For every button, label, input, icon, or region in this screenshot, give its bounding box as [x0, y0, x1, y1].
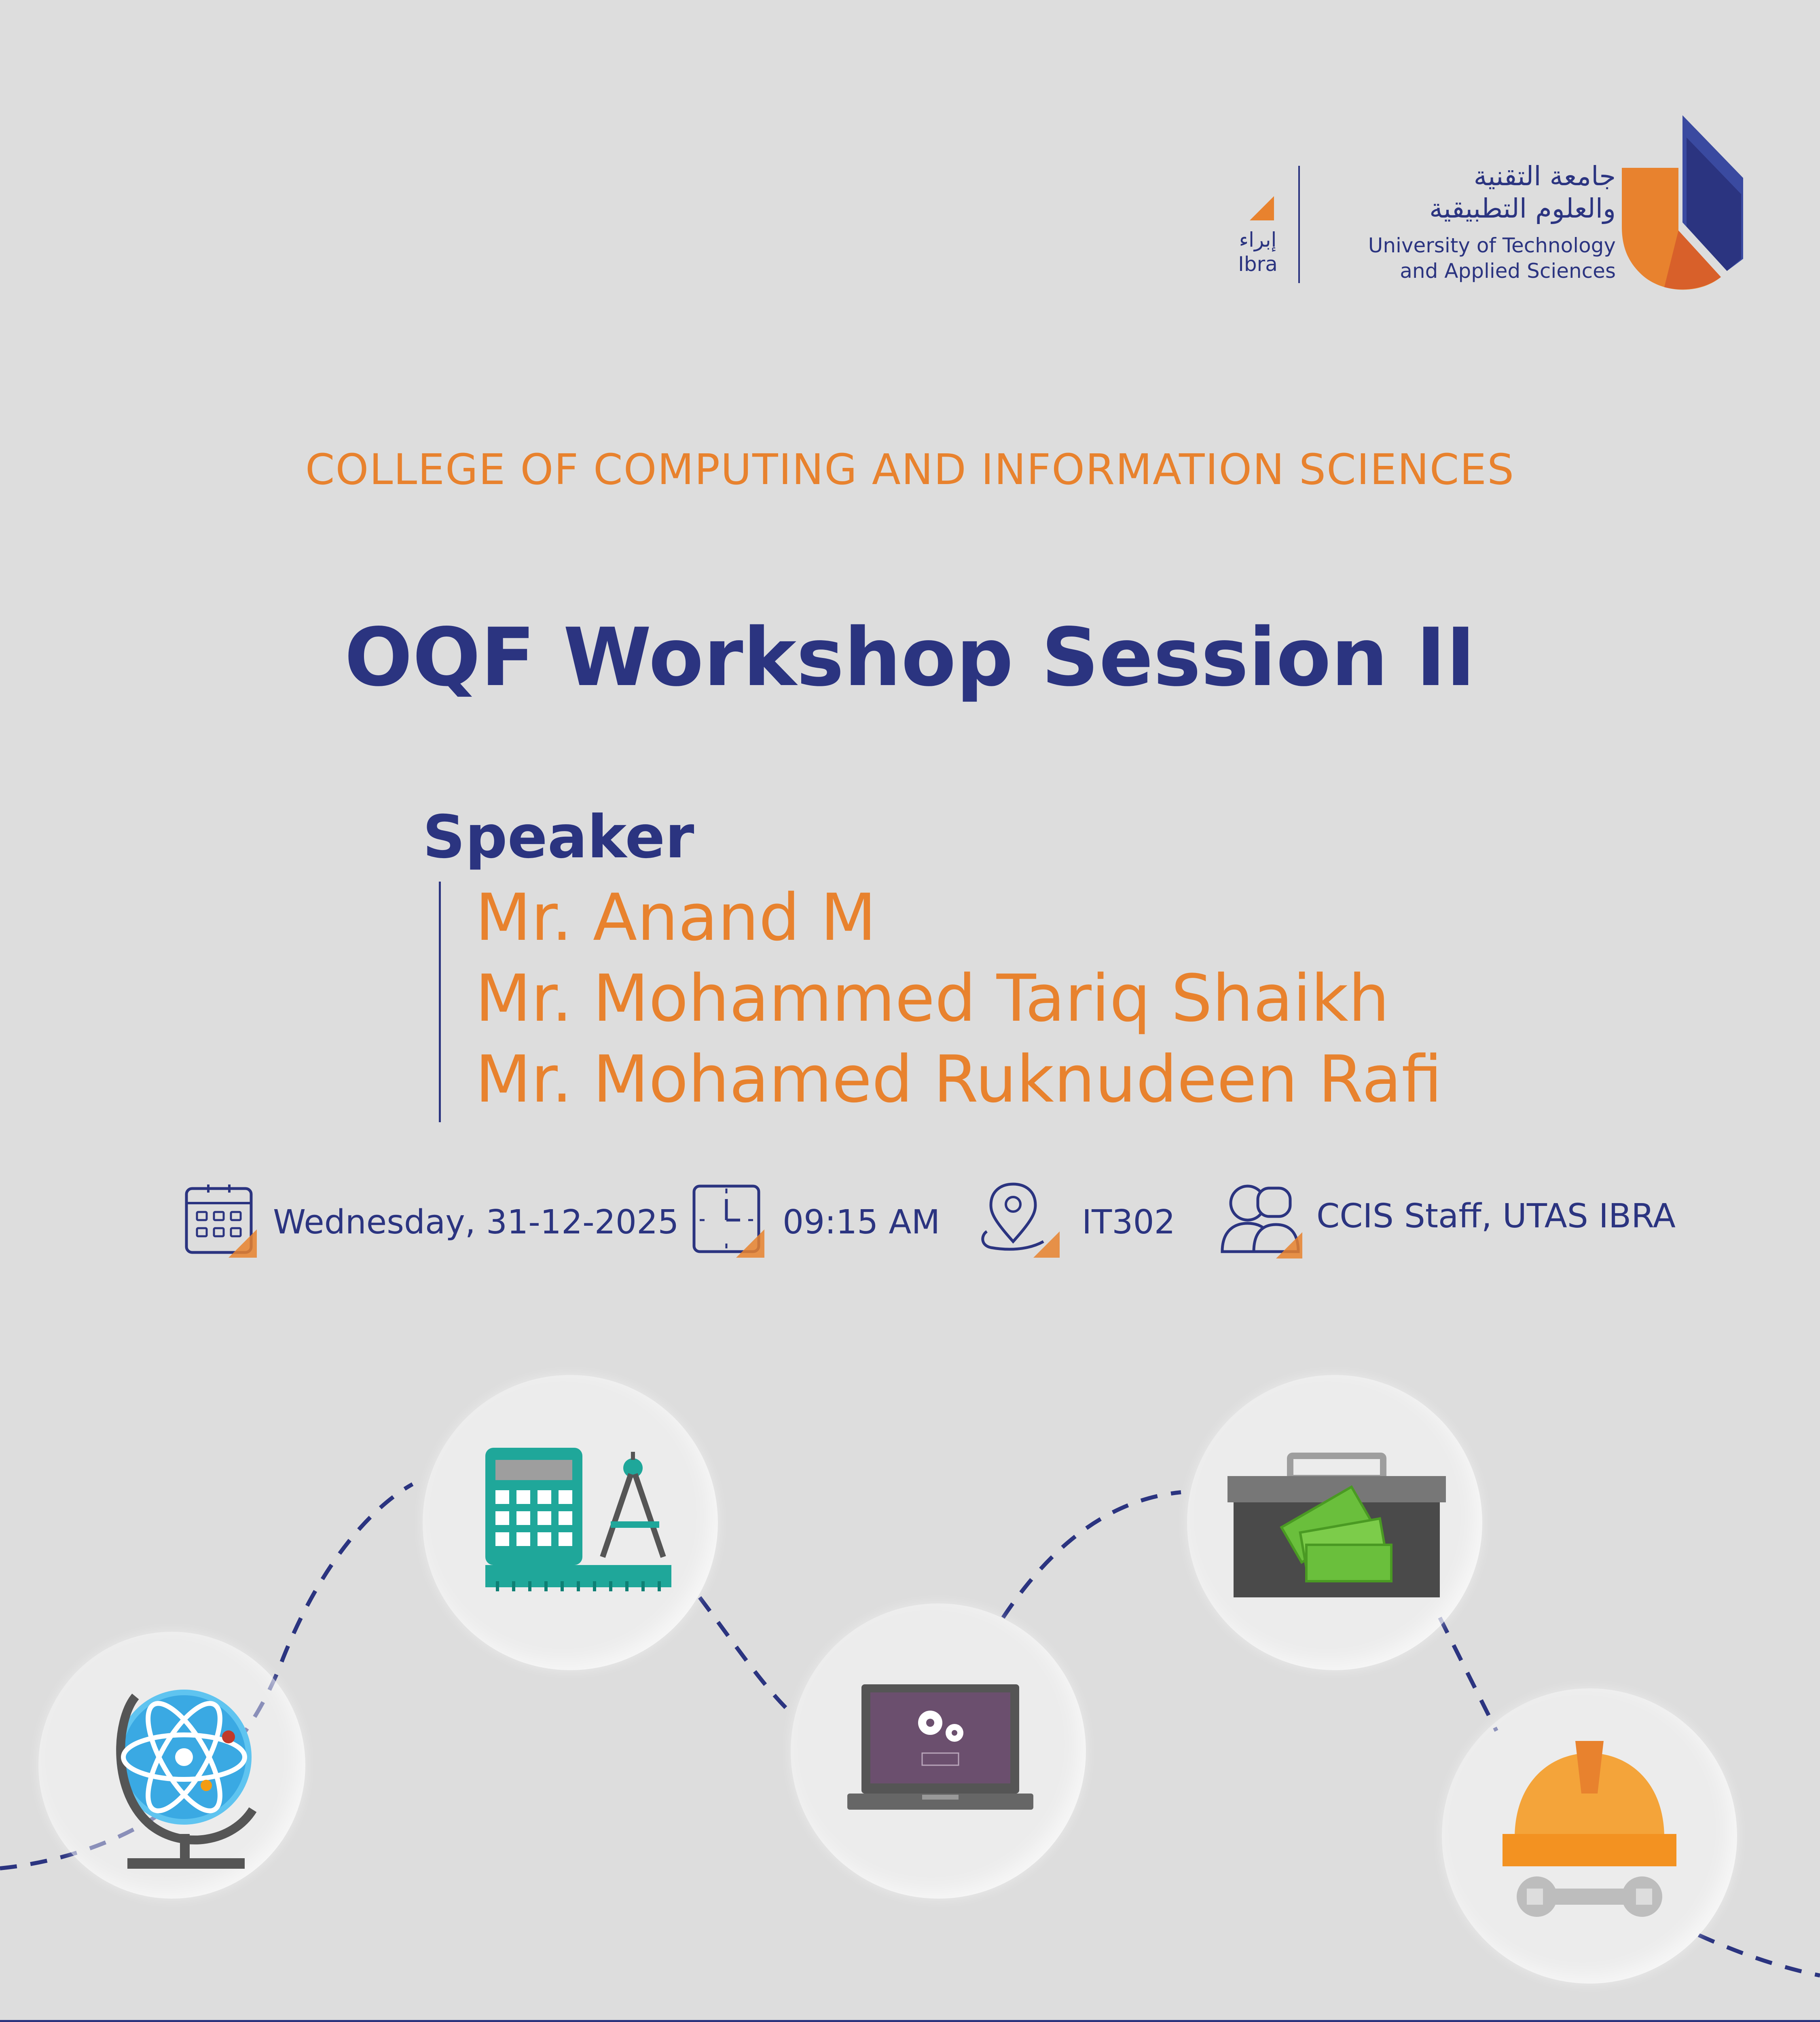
ibra-mark-icon: [1248, 194, 1276, 222]
branch-english: Ibra: [1238, 252, 1278, 276]
briefcase-money-icon: [1225, 1452, 1448, 1601]
laptop-code-icon: [845, 1678, 1035, 1824]
logo-arabic-line2: والعلوم التطبيقية: [1429, 193, 1616, 224]
speaker-name: Mr. Mohamed Ruknudeen Rafi: [475, 1041, 1443, 1117]
event-date: Wednesday, 31-12-2025: [273, 1203, 679, 1242]
logo-english-line2: and Applied Sciences: [1400, 259, 1616, 283]
logo-arabic-line1: جامعة التقنية: [1473, 161, 1616, 192]
utas-logo-mark-icon: [1618, 109, 1755, 295]
branch-arabic: إبراء: [1239, 228, 1277, 252]
logo-english-line1: University of Technology: [1368, 234, 1616, 257]
globe-atom-icon: [103, 1672, 273, 1874]
calendar-icon: [184, 1183, 259, 1260]
footer: [0, 2020, 1820, 2022]
clock-icon: [692, 1183, 766, 1260]
university-logo: [1213, 109, 1755, 295]
speaker-name: Mr. Mohammed Tariq Shaikh: [475, 960, 1390, 1036]
event-audience: CCIS Staff, UTAS IBRA: [1316, 1197, 1676, 1235]
speaker-name: Mr. Anand M: [475, 880, 876, 955]
audience-icon: [1217, 1181, 1304, 1260]
speaker-heading: Speaker: [423, 803, 694, 871]
speaker-divider: [439, 882, 441, 1122]
college-name: COLLEGE OF COMPUTING AND INFORMATION SCIENCES: [305, 445, 1515, 494]
page-title: OQF Workshop Session II: [344, 611, 1476, 704]
event-venue: IT302: [1082, 1203, 1175, 1242]
event-time: 09:15 AM: [783, 1203, 940, 1242]
calculator-compass-icon: [481, 1444, 675, 1601]
location-icon: [979, 1181, 1064, 1260]
logo-divider: [1298, 166, 1300, 283]
hardhat-wrench-icon: [1498, 1733, 1680, 1923]
